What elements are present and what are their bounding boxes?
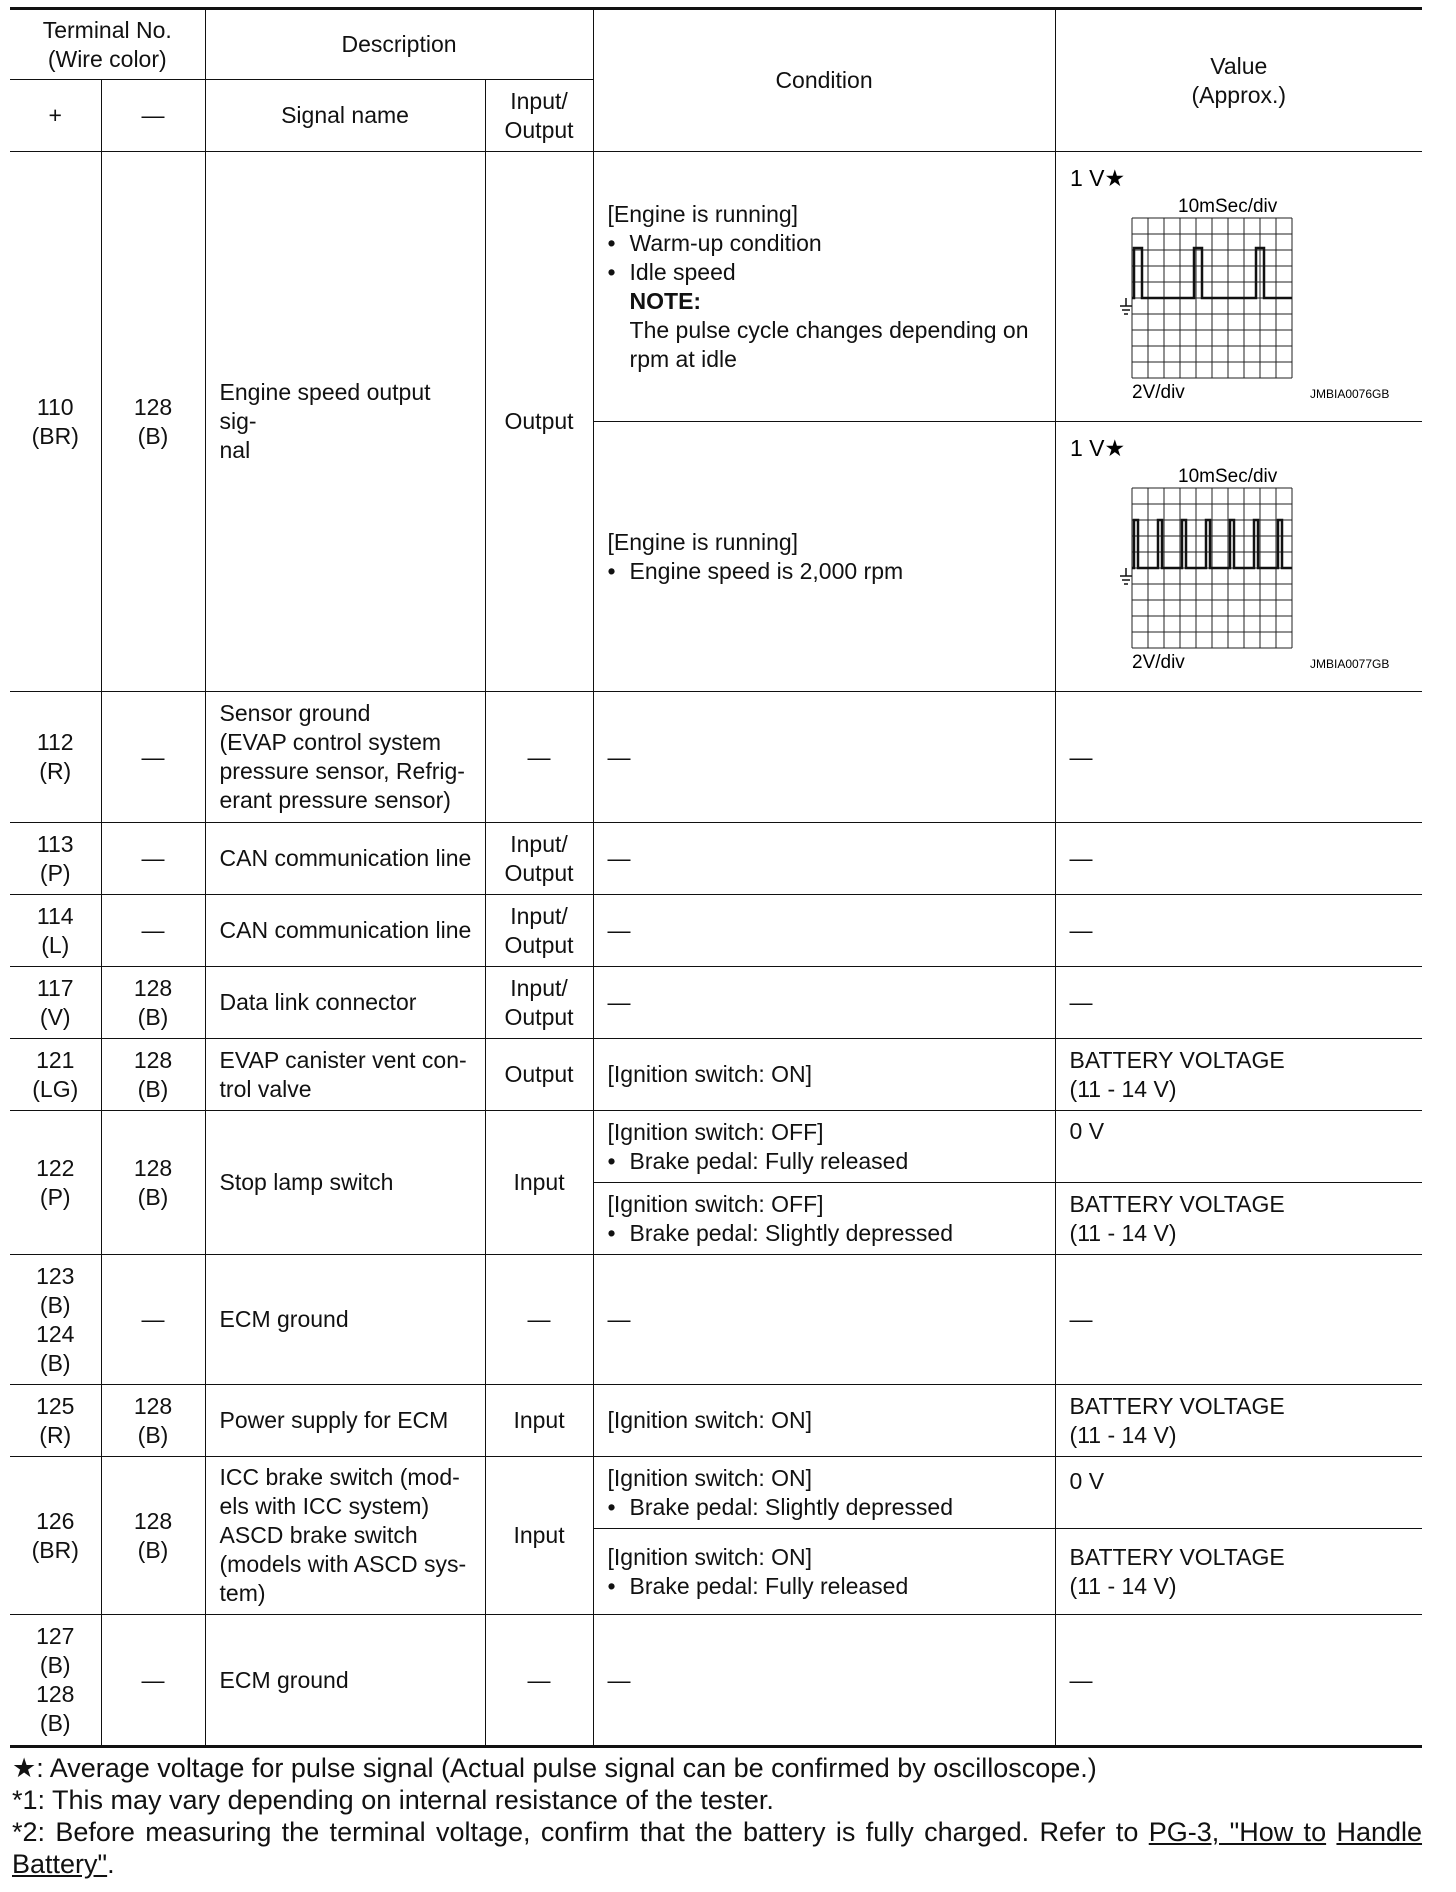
- terminal-plus: 126 (BR): [10, 1457, 101, 1615]
- condition: [Ignition switch: OFF] • Brake pedal: Fully released: [593, 1111, 1055, 1183]
- value: BATTERY VOLTAGE (11 - 14 V): [1055, 1039, 1422, 1111]
- value: BATTERY VOLTAGE (11 - 14 V): [1055, 1529, 1422, 1615]
- terminal-minus: 128 (B): [101, 1385, 205, 1457]
- oscilloscope-waveform-2000rpm: [1070, 422, 1410, 672]
- voltage-scale-label: 2V/div: [1131, 652, 1185, 672]
- terminal-minus: 128 (B): [101, 1111, 205, 1255]
- terminal-plus: 117 (V): [10, 967, 101, 1039]
- condition: —: [593, 967, 1055, 1039]
- table-row: [10, 692, 1422, 823]
- table-row: [10, 895, 1422, 967]
- table-row: [10, 1457, 1422, 1529]
- footnote-2: *2: Before measuring the terminal voltage, confirm that the battery is fully charged. Refer to PG-3, "How to Handle Battery".: [12, 1817, 1423, 1879]
- reference-link-pg3[interactable]: PG-3, "How to: [1148, 1817, 1327, 1847]
- value-waveform-2000rpm: [1055, 422, 1422, 692]
- input-output: Input: [485, 1111, 593, 1255]
- input-output: Input: [485, 1385, 593, 1457]
- value: —: [1055, 1615, 1422, 1747]
- condition: [Engine is running] • Warm-up condition • Idle speed NOTE: The pulse cycle changes depending on rpm at idle: [593, 152, 1055, 422]
- terminal-minus: —: [101, 895, 205, 967]
- value-label: 1 V★: [1069, 165, 1125, 191]
- header-signal-name: Signal name: [205, 80, 485, 152]
- terminal-plus: 125 (R): [10, 1385, 101, 1457]
- table-row: [10, 1255, 1422, 1385]
- voltage-scale-label: 2V/div: [1131, 382, 1185, 402]
- input-output: Input: [485, 1457, 593, 1615]
- terminal-plus: 123 (B) 124 (B): [10, 1255, 101, 1385]
- terminal-minus: 128 (B): [101, 152, 205, 692]
- table-row: [10, 1385, 1422, 1457]
- input-output: —: [485, 1255, 593, 1385]
- footnote-1: *1: This may vary depending on internal resistance of the tester.: [12, 1785, 774, 1815]
- input-output: Output: [485, 1039, 593, 1111]
- value: —: [1055, 692, 1422, 823]
- header-input-output: Input/ Output: [485, 80, 593, 152]
- condition: [Engine is running] • Engine speed is 2,000 rpm: [593, 422, 1055, 692]
- signal-name: CAN communication line: [205, 823, 485, 895]
- header-condition: Condition: [593, 9, 1055, 152]
- terminal-plus: 114 (L): [10, 895, 101, 967]
- terminal-spec-table: [10, 7, 1422, 1748]
- condition: —: [593, 895, 1055, 967]
- signal-name: ECM ground: [205, 1615, 485, 1747]
- table-row: [10, 823, 1422, 895]
- signal-name: Stop lamp switch: [205, 1111, 485, 1255]
- terminal-minus: 128 (B): [101, 967, 205, 1039]
- header-minus: —: [101, 80, 205, 152]
- value-waveform-idle: [1055, 152, 1422, 422]
- value: —: [1055, 823, 1422, 895]
- footnotes: [12, 1752, 1422, 1880]
- signal-name: Data link connector: [205, 967, 485, 1039]
- value: BATTERY VOLTAGE (11 - 14 V): [1055, 1385, 1422, 1457]
- input-output: Input/ Output: [485, 967, 593, 1039]
- value: —: [1055, 1255, 1422, 1385]
- table-row: [10, 967, 1422, 1039]
- input-output: —: [485, 1615, 593, 1747]
- table-row: [10, 152, 1422, 422]
- input-output: —: [485, 692, 593, 823]
- table-row: [10, 1111, 1422, 1183]
- header-description: Description: [205, 9, 593, 80]
- terminal-plus: 127 (B) 128 (B): [10, 1615, 101, 1747]
- oscilloscope-waveform-idle: [1070, 152, 1410, 402]
- value: 0 V: [1055, 1457, 1422, 1529]
- terminal-minus: —: [101, 1615, 205, 1747]
- table-row: [10, 1039, 1422, 1111]
- terminal-minus: —: [101, 692, 205, 823]
- figure-code: JMBIA0077GB: [1309, 657, 1389, 671]
- value: —: [1055, 967, 1422, 1039]
- condition: [Ignition switch: ON] • Brake pedal: Slightly depressed: [593, 1457, 1055, 1529]
- value: BATTERY VOLTAGE (11 - 14 V): [1055, 1183, 1422, 1255]
- input-output: Output: [485, 152, 593, 692]
- terminal-plus: 121 (LG): [10, 1039, 101, 1111]
- terminal-plus: 113 (P): [10, 823, 101, 895]
- condition: [Ignition switch: ON]: [593, 1385, 1055, 1457]
- reference-link-pg3-cont[interactable]: Handle Battery": [12, 1817, 1423, 1879]
- value: —: [1055, 895, 1422, 967]
- condition: [Ignition switch: ON] • Brake pedal: Fully released: [593, 1529, 1055, 1615]
- value: 0 V: [1055, 1111, 1422, 1183]
- terminal-minus: 128 (B): [101, 1457, 205, 1615]
- condition: —: [593, 1615, 1055, 1747]
- signal-name: Engine speed output sig- nal: [205, 152, 485, 692]
- terminal-plus: 112 (R): [10, 692, 101, 823]
- terminal-plus: 122 (P): [10, 1111, 101, 1255]
- condition: —: [593, 1255, 1055, 1385]
- input-output: Input/ Output: [485, 895, 593, 967]
- condition: [Ignition switch: OFF] • Brake pedal: Slightly depressed: [593, 1183, 1055, 1255]
- signal-name: CAN communication line: [205, 895, 485, 967]
- terminal-plus: 110 (BR): [10, 152, 101, 692]
- signal-name: EVAP canister vent con- trol valve: [205, 1039, 485, 1111]
- terminal-minus: 128 (B): [101, 1039, 205, 1111]
- signal-name: ICC brake switch (mod- els with ICC system) ASCD brake switch (models with ASCD sys- tem): [205, 1457, 485, 1615]
- signal-name: ECM ground: [205, 1255, 485, 1385]
- figure-code: JMBIA0076GB: [1309, 387, 1389, 401]
- time-scale-label: 10mSec/div: [1177, 196, 1277, 217]
- input-output: Input/ Output: [485, 823, 593, 895]
- signal-name: Power supply for ECM: [205, 1385, 485, 1457]
- header-terminal-no: Terminal No. (Wire color): [10, 9, 205, 80]
- terminal-minus: —: [101, 823, 205, 895]
- condition: —: [593, 823, 1055, 895]
- header-value: Value (Approx.): [1055, 9, 1422, 152]
- time-scale-label: 10mSec/div: [1177, 466, 1277, 487]
- footnote-star: ★: Average voltage for pulse signal (Actual pulse signal can be confirmed by oscilloscope.): [12, 1753, 1097, 1783]
- condition: [Ignition switch: ON]: [593, 1039, 1055, 1111]
- value-label: 1 V★: [1069, 435, 1125, 461]
- table-row: [10, 1615, 1422, 1747]
- condition: —: [593, 692, 1055, 823]
- signal-name: Sensor ground (EVAP control system pressure sensor, Refrig- erant pressure sensor): [205, 692, 485, 823]
- terminal-minus: —: [101, 1255, 205, 1385]
- header-plus: +: [10, 80, 101, 152]
